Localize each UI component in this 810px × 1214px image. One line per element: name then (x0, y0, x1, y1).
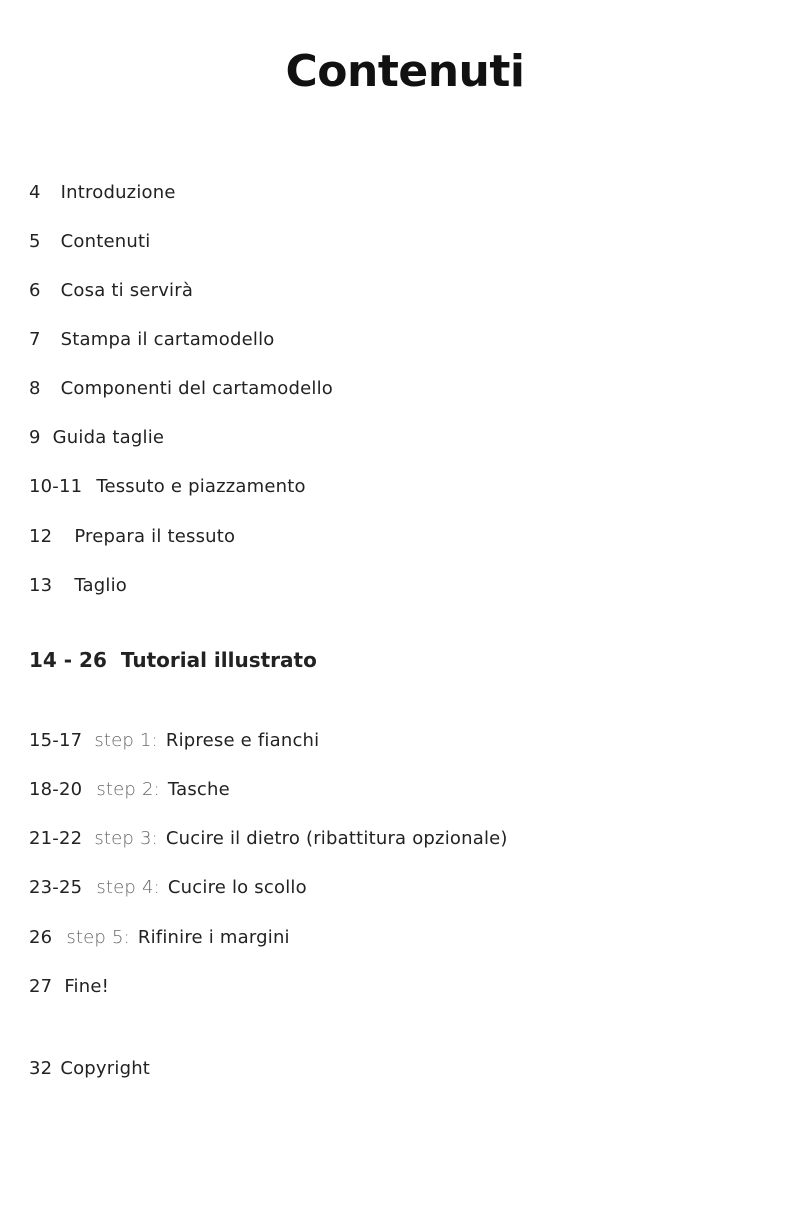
toc-entry-label: Componenti del cartamodello (60, 378, 333, 399)
toc-entry-label: Guida taglie (52, 427, 165, 448)
toc-page-number: 7 (29, 329, 41, 350)
toc-page-number: 12 (29, 526, 53, 547)
toc-step-3[interactable] (29, 827, 508, 851)
toc-entry-label: Rifinire i margini (137, 927, 290, 948)
toc-entry-contenuti[interactable] (29, 230, 150, 254)
toc-entry-componenti[interactable] (29, 377, 333, 401)
toc-step-prefix: step 4: (96, 877, 160, 898)
toc-entry-label: Contenuti (60, 231, 151, 252)
toc-step-prefix: step 2: (96, 779, 160, 800)
toc-step-4[interactable] (29, 876, 307, 900)
toc-page-number: 10-11 (29, 476, 83, 497)
toc-entry-label: Taglio (74, 575, 127, 596)
toc-step-prefix: step 3: (94, 828, 158, 849)
toc-entry-label: Prepara il tessuto (74, 526, 236, 547)
toc-page-number: 21-22 (29, 828, 83, 849)
toc-page-number: 26 (29, 927, 53, 948)
toc-entry-fine[interactable] (29, 975, 109, 999)
toc-page-number: 32 (29, 1058, 53, 1079)
toc-page-number: 18-20 (29, 779, 83, 800)
toc-entry-label: Cucire il dietro (ribattitura opzionale) (165, 828, 508, 849)
toc-section-pages: 14 - 26 (29, 648, 107, 672)
page-title: Contenuti (285, 46, 525, 97)
toc-entry-label: Fine! (64, 976, 110, 997)
toc-step-prefix: step 5: (66, 927, 130, 948)
toc-entry-label: Tasche (167, 779, 230, 800)
toc-section-tutorial[interactable] (29, 648, 317, 672)
toc-entry-cosa-ti-servira[interactable] (29, 279, 193, 303)
toc-step-2[interactable] (29, 778, 230, 802)
toc-page-number: 6 (29, 280, 41, 301)
toc-entry-label: Stampa il cartamodello (60, 329, 275, 350)
toc-entry-introduzione[interactable] (29, 181, 176, 205)
toc-entry-label: Tessuto e piazzamento (96, 476, 306, 497)
toc-page-number: 15-17 (29, 730, 83, 751)
toc-step-1[interactable] (29, 729, 319, 753)
toc-page-number: 9 (29, 427, 41, 448)
toc-entry-copyright[interactable] (29, 1057, 150, 1081)
toc-section-label: Tutorial illustrato (120, 648, 317, 672)
toc-page-number: 4 (29, 182, 41, 203)
toc-entry-guida-taglie[interactable] (29, 426, 164, 450)
toc-page-number: 23-25 (29, 877, 83, 898)
toc-page-number: 27 (29, 976, 53, 997)
toc-entry-taglio[interactable] (29, 574, 127, 598)
toc-entry-tessuto-piazzamento[interactable] (29, 475, 306, 499)
toc-entry-label: Riprese e fianchi (165, 730, 320, 751)
toc-page-number: 13 (29, 575, 53, 596)
toc-step-prefix: step 1: (94, 730, 158, 751)
toc-entry-stampa-cartamodello[interactable] (29, 328, 274, 352)
toc-entry-label: Cucire lo scollo (167, 877, 307, 898)
toc-page-number: 8 (29, 378, 41, 399)
toc-entry-label: Introduzione (60, 182, 176, 203)
toc-entry-prepara-tessuto[interactable] (29, 525, 235, 549)
toc-page-number: 5 (29, 231, 41, 252)
toc-step-5[interactable] (29, 926, 290, 950)
toc-entry-label: Cosa ti servirà (60, 280, 194, 301)
toc-entry-label: Copyright (60, 1058, 151, 1079)
